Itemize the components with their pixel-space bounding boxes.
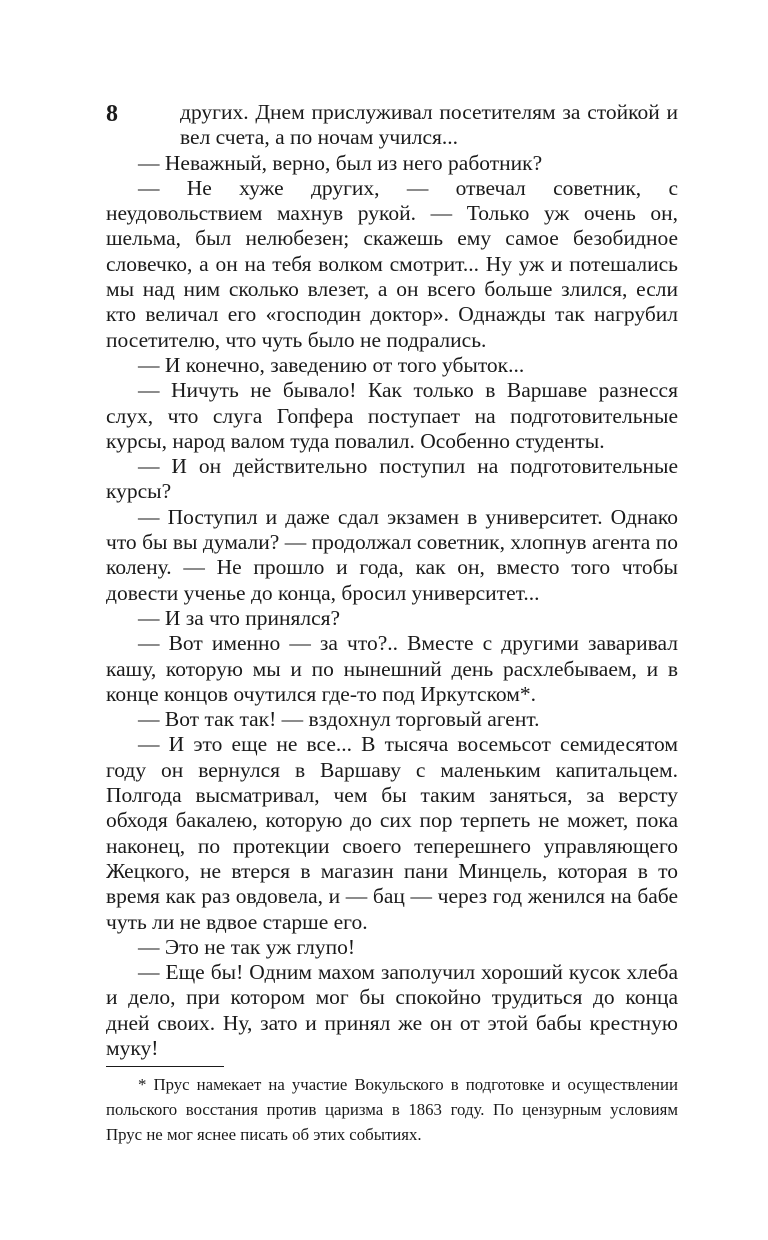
paragraph-11: — И это еще не все... В тысяча восемьсот семидесятом году он вернулся в Варшаву с маленьким капитальцем. Полгода высматривал, чем бы таким заняться, за версту обходя бакалею, которую до сих пор терпеть не может, пока наконец, по протекции своего теперешнего управляющего Жецкого, не втерся в магазин пани Минцель, которая в то время как раз овдовела, и — бац — через год женился на бабе чуть ли не вдвое старше его. — [106, 732, 678, 934]
paragraph-7: — Поступил и даже сдал экзамен в университет. Однако что бы вы думали? — продолжал советник, хлопнув агента по колену. — Не прошло и года, как он, вместо того чтобы довести ученье до конца, бросил университет... — [106, 504, 678, 605]
paragraph-12: — Это не так уж глупо! — [138, 934, 356, 959]
footnote: * Прус намекает на участие Вокульского в подготовке и осуществлении польского восстания против царизма в 1863 году. По цензурным условиям Прус не мог яснее писать об этих событиях. — [106, 1075, 678, 1144]
paragraph-3: — Не хуже других, — отвечал советник, с неудовольствием махнув рукой. — Только уж очень он, шельма, был нелюбезен; скажешь ему самое безобидное словечко, а он на тебя волком смотрит... Ну уж и потешались мы над ним сколько влезет, а он всего больше злился, если кто величал его «господин доктор». Однажды так нагрубил посетителю, что чуть было не подрались. — [106, 175, 678, 352]
paragraph-2: — Неважный, верно, был из него работник? — [138, 150, 543, 175]
paragraph-9: — Вот именно — за что?.. Вместе с другими заваривал кашу, которую мы и по нынешний день расхлебываем, и в конце концов очутился где-то под Иркутском*. — [106, 631, 678, 706]
paragraph-13: — Еще бы! Одним махом заполучил хороший кусок хлеба и дело, при котором мог бы спокойно трудиться до конца дней своих. Ну, зато и принял же он от этой бабы крестную муку! — [106, 960, 678, 1060]
paragraph-4: — И конечно, заведению от того убыток... — [138, 352, 525, 377]
paragraph-1: других. Днем прислуживал посетителям за стойкой и вел счета, а по ночам учился... — [180, 100, 678, 150]
paragraph-10: — Вот так так! — вздохнул торговый агент. — [138, 707, 540, 732]
paragraph-5: — Ничуть не бывало! Как только в Варшаве разнесся слух, что слуга Гопфера поступает на подготовительные курсы, народ валом туда повалил. Особенно студенты. — [106, 378, 678, 453]
footnote-divider — [106, 1066, 224, 1067]
paragraph-8: — И за что принялся? — [138, 605, 341, 630]
page-number: 8 — [106, 101, 118, 127]
paragraph-6: — И он действительно поступил на подготовительные курсы? — [106, 454, 678, 504]
main-text — [106, 100, 678, 1061]
